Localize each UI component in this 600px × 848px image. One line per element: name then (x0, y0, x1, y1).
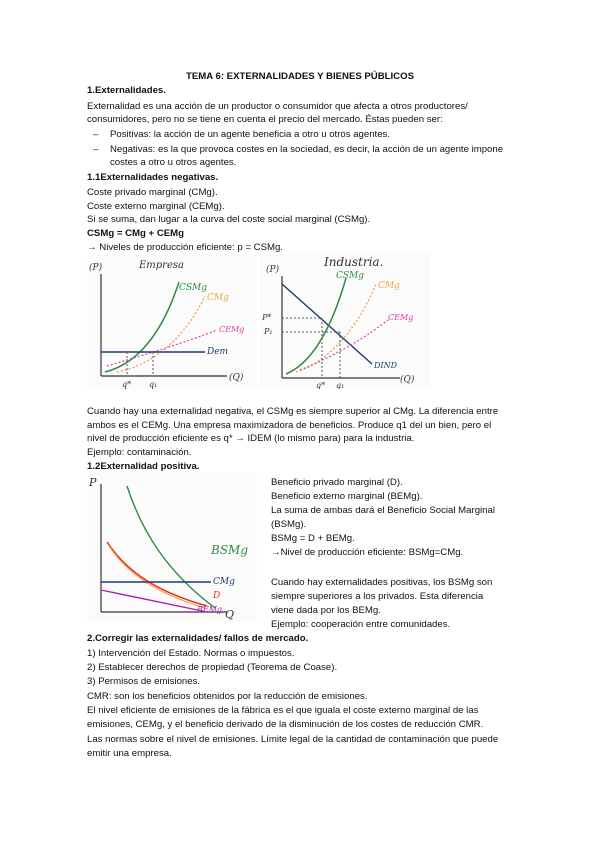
curve-cmg-label: CMg (207, 293, 229, 303)
bullet-negative-cont: costes a otro u otros agentes. (110, 157, 237, 168)
curve-cmg-label: CMg (213, 577, 235, 587)
curve-d-label: D (213, 591, 221, 601)
graph-title: Industria. (324, 255, 384, 269)
list-item: 1) Intervención del Estado. Normas o impuestos. (87, 648, 295, 659)
axis-label-q: Q (225, 608, 235, 621)
text-line: Coste externo marginal (CEMg). (87, 201, 225, 212)
q-star-label: q* (122, 380, 132, 389)
curve-cemg-label: CEMg (219, 325, 245, 334)
graph-industria (260, 254, 430, 389)
curve-cmg-label: CMg (378, 281, 400, 291)
axis-label-q: (Q) (229, 373, 244, 383)
efficiency-line: →Nivel de producción eficiente: BSMg=CMg. (271, 547, 464, 558)
example-line: Ejemplo: contaminación. (87, 447, 192, 458)
p-star-label: P* (262, 313, 272, 322)
list-item: 2) Establecer derechos de propiedad (Teorema de Coase). (87, 662, 338, 673)
section-1-2-heading: 1.2Externalidad positiva. (87, 461, 200, 472)
text-line: Cuando hay una externalidad negativa, el CSMg es siempre superior al CMg. La diferencia entre (87, 406, 499, 417)
text-line: emitir una empresa. (87, 748, 172, 759)
text-line: El nivel eficiente de emisiones de la fábrica es el que iguala el coste externo marginal de las (87, 705, 479, 716)
curve-bsmg-label: BSMg (211, 543, 249, 557)
q1-label: q₁ (149, 380, 158, 389)
section-2-heading: 2.Corregir las externalidades/ fallos de mercado. (87, 633, 309, 644)
definition-line: Externalidad es una acción de un productor o consumidor que afecta a otros productores/ (87, 101, 468, 112)
list-item: 3) Permisos de emisiones. (87, 676, 201, 687)
text-line: Las normas sobre el nivel de emisiones. Límite legal de la cantidad de contaminación que puede (87, 734, 499, 745)
graph-title: Empresa (139, 260, 184, 271)
text-line: Coste privado marginal (CMg). (87, 187, 218, 198)
bullet-marker: – (93, 129, 99, 140)
q1-label: q₁ (336, 381, 345, 389)
text-line: emisiones, CEMg, y el beneficio derivado de la disminución de los costes de reducción CMR. (87, 719, 484, 730)
bullet-positive: Positivas: la acción de un agente beneficia a otro u otros agentes. (110, 129, 390, 140)
bullet-negative: Negativas: es la que provoca costes en la sociedad, es decir, la acción de un agente impone (110, 144, 504, 155)
curve-csmg-label: CSMg (179, 283, 208, 293)
axis-label-p: (P) (89, 263, 103, 273)
q-star-label: q* (316, 381, 326, 389)
curve-dind-label: DIND (374, 361, 397, 370)
text-line: La suma de ambas dará el Beneficio Social Marginal (271, 505, 495, 516)
text-line: Cuando hay externalidades positivas, los BSMg son (271, 577, 493, 588)
graph-externalidad-positiva (87, 472, 257, 622)
definition-line: consumidores, pero no se tiene en cuenta el precio del mercado. Éstas pueden ser: (87, 114, 443, 125)
page-title: TEMA 6: EXTERNALIDADES Y BIENES PÚBLICOS (186, 71, 414, 82)
axis-label-p: (P) (266, 265, 280, 275)
efficiency-line: → Niveles de producción eficiente: p = CSMg. (87, 242, 283, 253)
text-line: nivel de producción eficiente es q* → IDEM (lo mismo para) para la industria. (87, 433, 415, 444)
curve-cemg-label: CEMg (388, 313, 414, 322)
graph-empresa (87, 254, 257, 389)
formula: BSMg = D + BEMg. (271, 533, 355, 544)
curve-csmg-label: CSMg (336, 271, 365, 281)
bullet-marker: – (93, 144, 99, 155)
text-line: ambos es el CEMg. Una empresa maximizadora de beneficios. Produce q1 del un bien, pero el (87, 420, 492, 431)
axis-label-q: (Q) (400, 375, 415, 385)
text-line: (BSMg). (271, 519, 307, 530)
text-line: viene dada por los BEMg. (271, 605, 381, 616)
p1-label: P₁ (264, 327, 273, 336)
section-1-heading: 1.Externalidades. (87, 85, 166, 96)
text-line: CMR: son los beneficios obtenidos por la reducción de emisiones. (87, 691, 368, 702)
text-line: Beneficio privado marginal (D). (271, 477, 403, 488)
example-line: Ejemplo: cooperación entre comunidades. (271, 619, 451, 630)
text-line: siempre superiores a los privados. Esta diferencia (271, 591, 484, 602)
section-1-1-heading: 1.1Externalidades negativas. (87, 172, 219, 183)
curve-dem-label: Dem (207, 347, 229, 357)
curve-bemg-label: BEMg (197, 605, 223, 614)
text-line: Si se suma, dan lugar a la curva del coste social marginal (CSMg). (87, 214, 371, 225)
axis-label-p: P (89, 476, 97, 489)
formula: CSMg = CMg + CEMg (87, 228, 185, 239)
text-line: Beneficio externo marginal (BEMg). (271, 491, 423, 502)
